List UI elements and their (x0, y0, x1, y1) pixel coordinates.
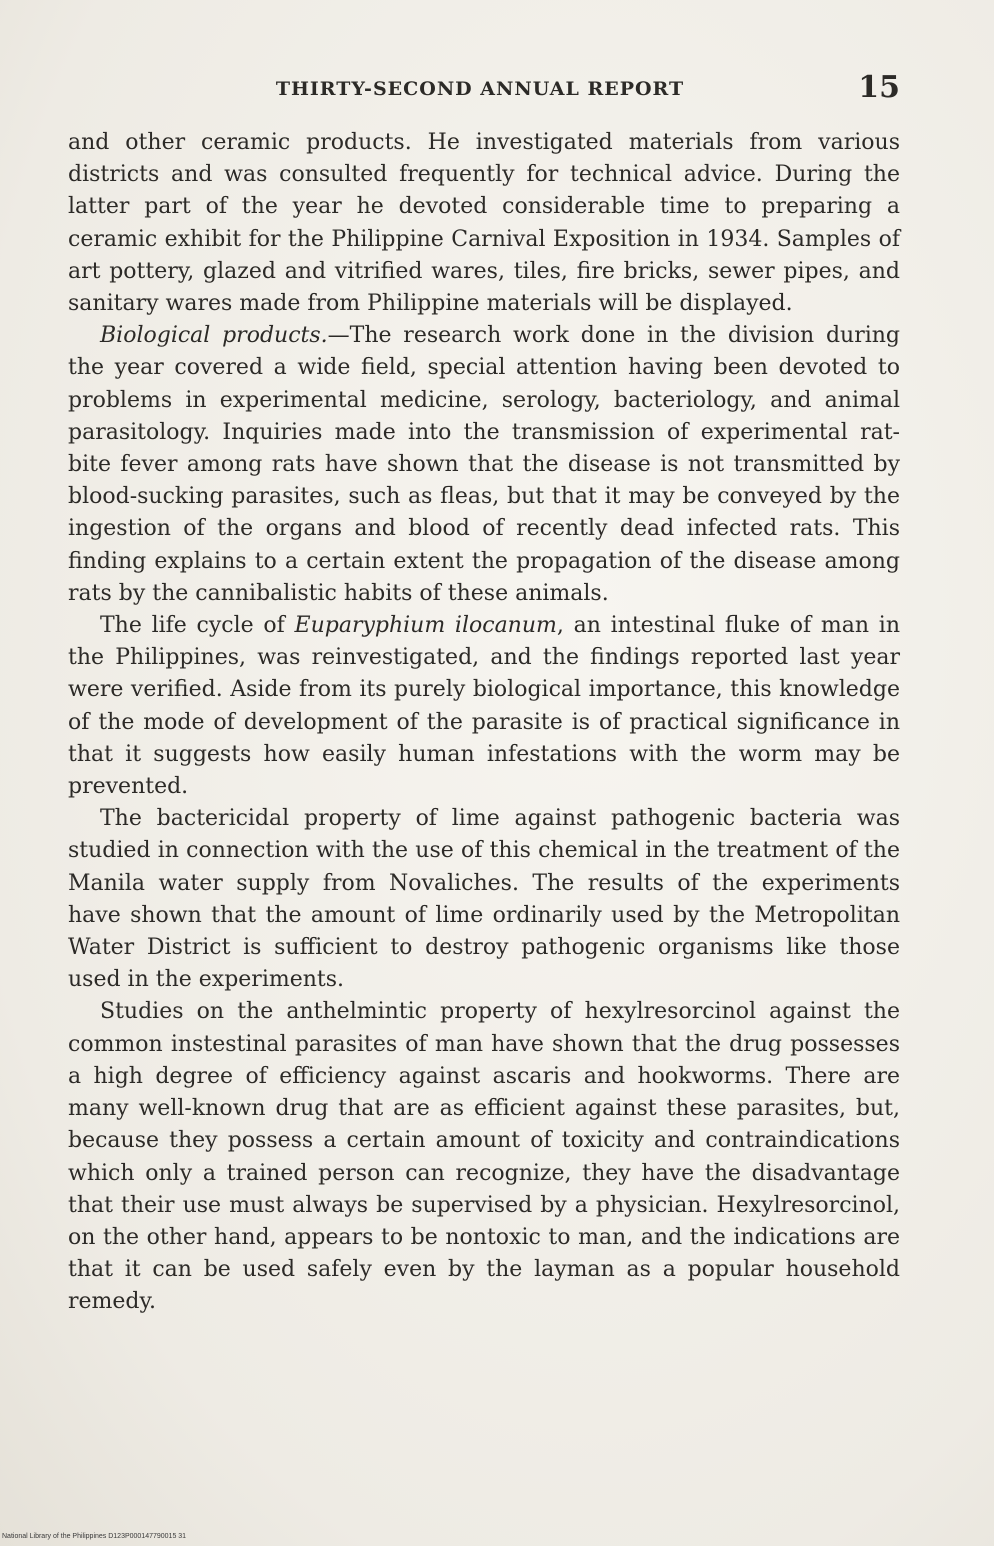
page-number: 15 (858, 70, 900, 105)
paragraph-biological-products (68, 320, 900, 610)
paragraph-bactericidal-lime (68, 803, 900, 996)
body-text (68, 127, 900, 1319)
paragraph-text-post: , an intestinal fluke of man in the Philippines, was reinvestigated, and the findings reported last year were verified. Aside from its purely biological importance, this knowledge of the mode of development of the parasite is of practical significance in that it suggests how easily human infestations with the worm may be prevented. (68, 613, 900, 800)
paragraph-text: —The research work done in the division during the year covered a wide field, special attention having been devoted to problems in experimental medicine, serology, bacteriology, and animal parasitology. Inquiries made into the transmission of experimental rat-bite fever among rats have shown that the disease is not transmitted by blood-sucking parasites, such as fleas, but that it may be conveyed by the ingestion of the organs and blood of recently dead infected rats. This finding explains to a certain extent the propagation of the disease among rats by the cannibalistic habits of these animals. (68, 323, 901, 606)
species-name: Euparyphium ilocanum (294, 613, 557, 639)
paragraph-hexylresorcinol (68, 996, 900, 1318)
paragraph-text: The bactericidal property of lime against pathogenic bacteria was studied in connection with the use of this chemical in the treatment of the Manila water supply from Novaliches. The results of the experiments have shown that the amount of lime ordinarily used by the Metropolitan Water District is sufficient to destroy pathogenic organisms like those used in the experiments. (68, 806, 900, 993)
paragraph-lead-italic: Biological products. (100, 323, 328, 349)
running-head: THIRTY-SECOND ANNUAL REPORT (275, 78, 685, 100)
paragraph-text: and other ceramic products. He investigated materials from various districts and was consulted frequently for technical advice. During the latter part of the year he devoted considerable time to preparing a ceramic exhibit for the Philippine Carnival Exposition in 1934. Samples of art pottery, glazed and vitrified wares, tiles, fire bricks, sewer pipes, and sanitary wares made from Philippine materials will be displayed. (68, 130, 900, 317)
paragraph-text-pre: The life cycle of (100, 613, 295, 639)
page-header (60, 70, 900, 112)
paragraph-text: Studies on the anthelmintic property of hexylresorcinol against the common instestinal parasites of man have shown that the drug possesses a high degree of efficiency against ascaris and hookworms. There are many well-known drug that are as efficient against these parasites, but, because they possess a certain amount of toxicity and contraindications which only a trained person can recognize, they have the disadvantage that their use must always be supervised by a physician. Hexylresorcinol, on the other hand, appears to be nontoxic to man, and the indications are that it can be used safely even by the layman as a popular household remedy. (68, 999, 900, 1315)
footer-note: National Library of the Philippines D123P000147790015 31 (2, 1533, 187, 1540)
paragraph-ceramic-products (68, 127, 900, 320)
paragraph-life-cycle (68, 610, 900, 803)
